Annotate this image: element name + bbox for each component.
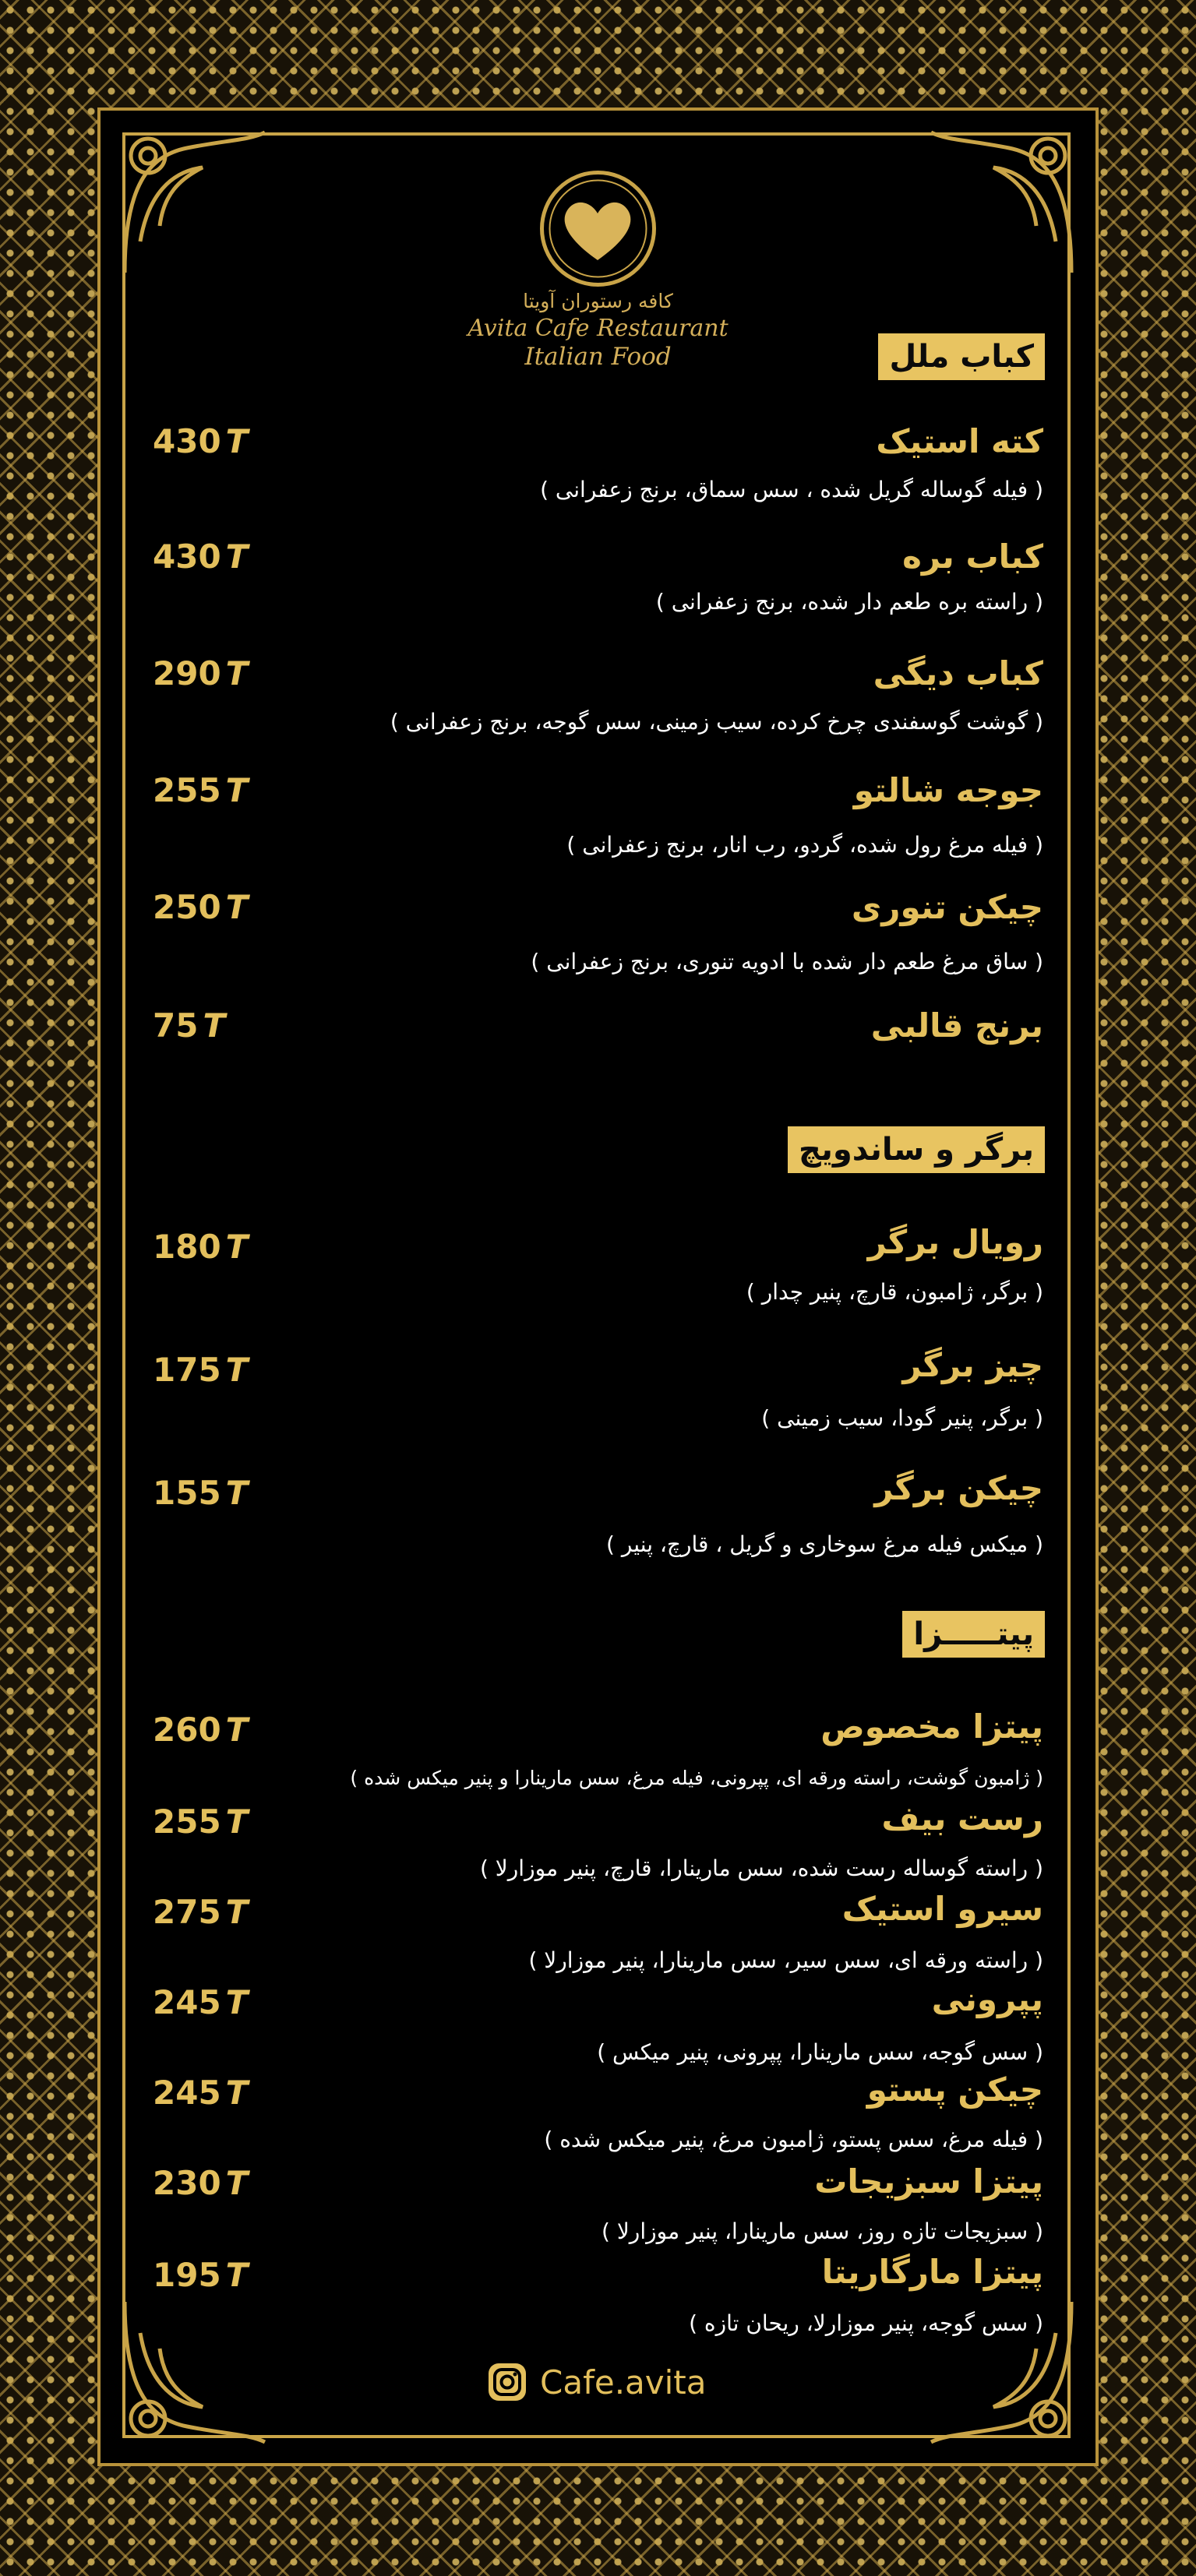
brand-name-fa: کافه رستوران آویتا — [523, 290, 673, 312]
item-name: کباب دیگی — [873, 654, 1043, 692]
item-description: ( برگر، پنیر گودا، سیب زمینی ) — [761, 1405, 1043, 1431]
item-description: ( سس گوجه، سس مارینارا، پپرونی، پنیر میکس ) — [597, 2039, 1043, 2065]
instagram-link[interactable] — [487, 2360, 707, 2404]
item-price: 245 T — [153, 1983, 249, 2021]
item-price: 75 T — [153, 1006, 226, 1045]
corner-ornament-bottom-left — [117, 2294, 273, 2450]
item-price: 290 T — [153, 654, 249, 692]
instagram-handle: Cafe.avita — [540, 2363, 707, 2402]
item-price: 230 T — [153, 2164, 249, 2202]
item-name: چیکن برگر — [874, 1469, 1043, 1507]
item-name: کته استیک — [876, 422, 1043, 460]
item-price: 245 T — [153, 2074, 249, 2112]
item-price: 430 T — [153, 537, 249, 576]
item-price: 250 T — [153, 888, 249, 926]
item-name: پپرونی — [931, 1980, 1043, 2018]
item-name: پیتزا مخصوص — [820, 1707, 1043, 1746]
item-name: برنج قالبی — [870, 1006, 1043, 1045]
item-price: 255 T — [153, 771, 249, 809]
item-description: ( راسته ورقه ای، سس سیر، سس مارینارا، پنیر موزارلا ) — [528, 1947, 1043, 1973]
item-name: سیرو استیک — [841, 1890, 1043, 1928]
corner-ornament-top-left — [117, 125, 273, 280]
item-description: ( فیله مرغ رول شده، گردو، رب انار، برنج زعفرانی ) — [566, 832, 1043, 858]
heart-logo-icon — [538, 168, 658, 289]
item-name: رست بیف — [881, 1799, 1043, 1838]
item-name: چیکن تنوری — [851, 888, 1043, 926]
item-description: ( ژامبون گوشت، راسته ورقه ای، پپرونی، فیله مرغ، سس مارینارا و پنیر میکس شده ) — [350, 1767, 1043, 1789]
item-description: ( سس گوجه، پنیر موزارلا، ریحان تازه ) — [689, 2310, 1043, 2336]
item-description: ( راسته بره طعم دار شده، برنج زعفرانی ) — [655, 589, 1043, 615]
corner-ornament-top-right — [923, 125, 1079, 280]
section-title-pizza: پیتـــــزا — [902, 1611, 1045, 1658]
item-price: 255 T — [153, 1802, 249, 1841]
section-title-kebab: کباب ملل — [878, 333, 1045, 380]
brand-name-en: Avita Cafe Restaurant — [467, 315, 729, 342]
item-price: 275 T — [153, 1893, 249, 1931]
item-description: ( سبزیجات تازه روز، سس مارینارا، پنیر موزارلا ) — [602, 2218, 1043, 2244]
item-description: ( فیله مرغ، سس پستو، ژامبون مرغ، پنیر میکس شده ) — [544, 2127, 1043, 2152]
item-description: ( فیله گوساله گریل شده ، سس سماق، برنج زعفرانی ) — [540, 477, 1043, 502]
item-name: کباب بره — [902, 537, 1043, 576]
item-price: 180 T — [153, 1228, 249, 1266]
section-title-burger: برگر و ساندویچ — [788, 1126, 1045, 1173]
item-description: ( راسته گوساله رست شده، سس مارینارا، قارچ، پنیر موزارلا ) — [479, 1855, 1043, 1881]
item-name: چیکن پستو — [866, 2070, 1043, 2109]
item-name: پیتزا مارگاریتا — [821, 2253, 1043, 2291]
item-price: 175 T — [153, 1351, 249, 1389]
item-price: 430 T — [153, 422, 249, 460]
item-name: رویال برگر — [867, 1223, 1043, 1261]
item-name: جوجه شالتو — [853, 771, 1043, 809]
item-description: ( برگر، ژامبون، قارچ، پنیر چدار ) — [746, 1279, 1043, 1305]
item-description: ( میکس فیله مرغ سوخاری و گریل ، قارچ، پنیر ) — [606, 1531, 1043, 1557]
item-price: 260 T — [153, 1711, 249, 1749]
brand-subtitle: Italian Food — [524, 343, 672, 371]
item-name: چیز برگر — [902, 1346, 1043, 1384]
item-description: ( گوشت گوسفندی چرخ کرده، سیب زمینی، سس گوجه، برنج زعفرانی ) — [390, 709, 1043, 735]
item-price: 195 T — [153, 2256, 249, 2294]
item-price: 155 T — [153, 1474, 249, 1512]
item-name: پیتزا سبزیجات — [814, 2162, 1043, 2201]
item-description: ( ساق مرغ طعم دار شده با ادویه تنوری، برنج زعفرانی ) — [531, 949, 1043, 974]
instagram-icon — [487, 2362, 527, 2402]
